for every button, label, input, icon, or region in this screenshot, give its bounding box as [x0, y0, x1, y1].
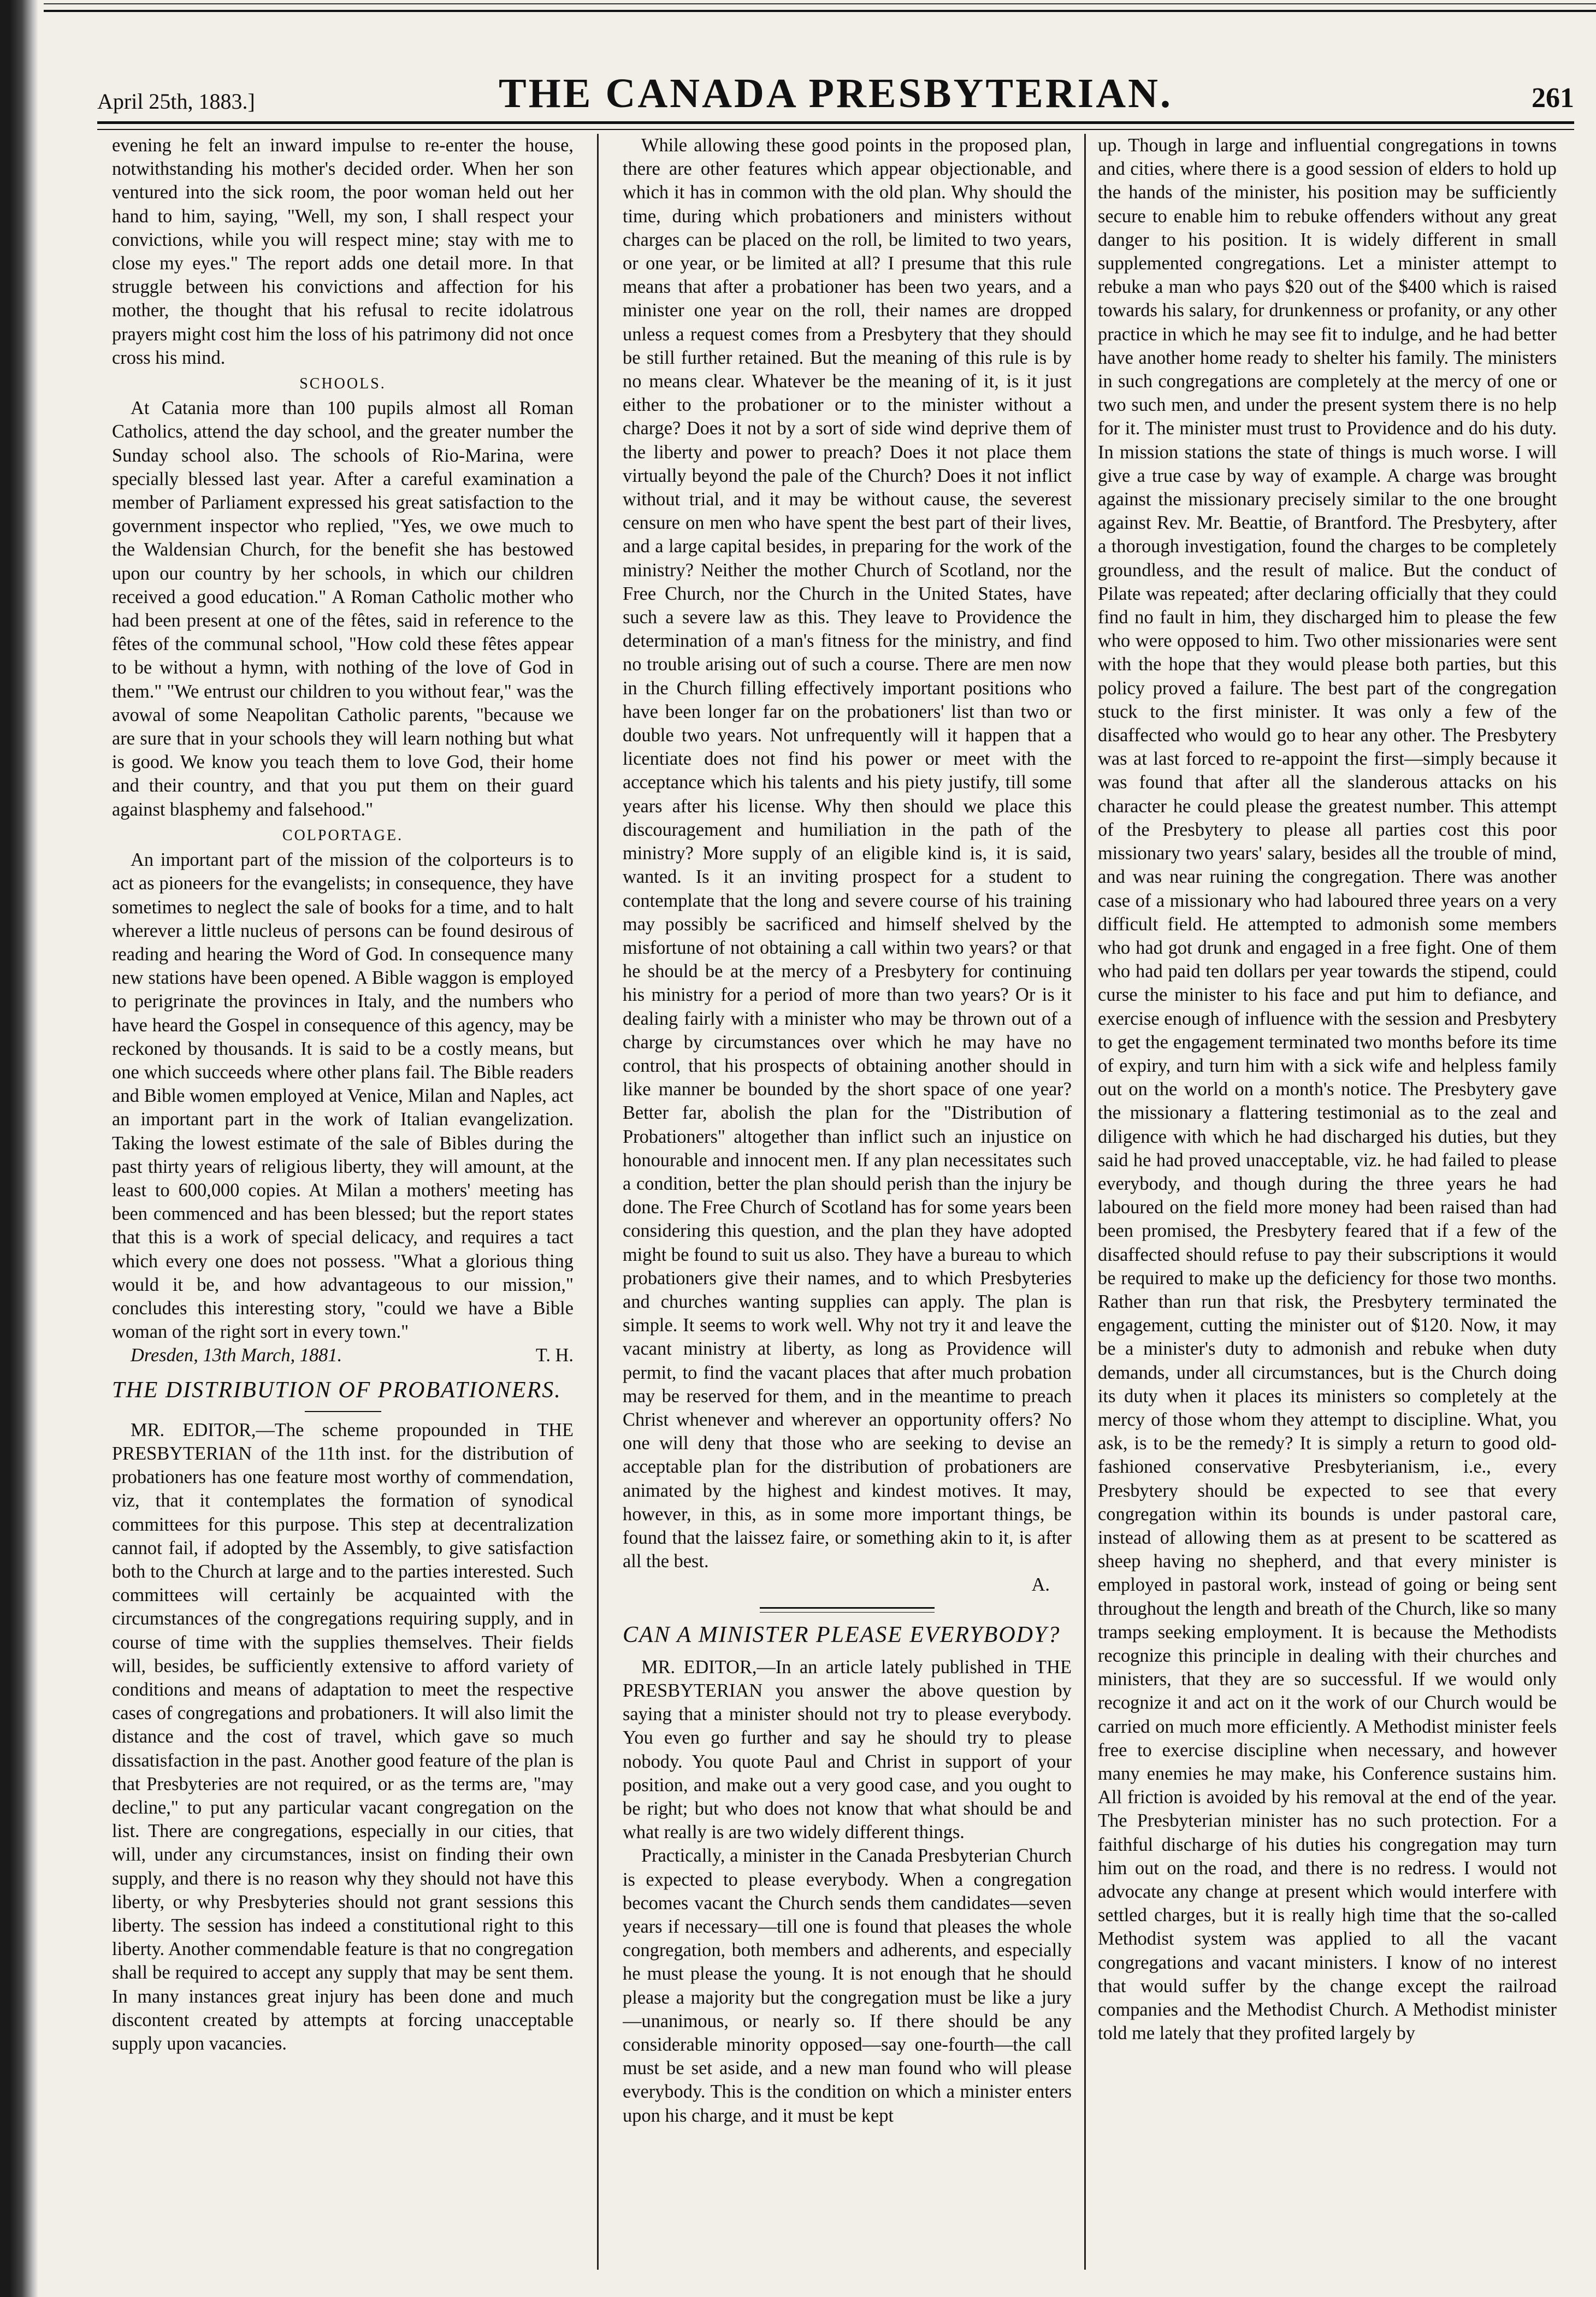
continued-paragraph: evening he felt an inward impulse to re-enter the house, notwithstanding his mother's decided order. When her son ventured into the sick room, the poor woman held out her hand to him, saying, "Well, my son, I shall respect your convictions, while you will respect mine; stay with me to close my eyes." The report adds one detail more. In that struggle between his convictions and affection for his mother, the thought that his refusal to recite idolatrous prayers might cost him the loss of his patrimony did not once cross his mind.	[112, 135, 574, 368]
please-everybody-paragraph-continued: up. Though in large and influential congregations in towns and cities, where there is a good session of elders to hold up the hands of the minister, his position may be sufficiently secure to enable him to rebuke offenders without any great danger to his position. It is widely different in small supplemented congregations. Let a minister attempt to rebuke a man who pays $20 out of the $400 which is raised towards his salary, for drunkenness or profanity, or any other practice in which he may see fit to indulge, and he had better have another home ready to shelter his family. The ministers in such congregations are completely at the mercy of one or two such men, and under the present system there is no help for it. The minister must trust to Providence and do his duty. In mission stations the state of things is much worse. I will give a true case by way of example. A charge was brought against the missionary precisely similar to the one brought against Rev. Mr. Beattie, of Brantford. The Presbytery, after a thorough investigation, found the charges to be completely groundless, and the result of malice. But the conduct of Pilate was repeated; after declaring officially that they could find no fault in him, they discharged him to please the few who were opposed to him. Two other missionaries were sent with the hope that they would please both parties, but this policy proved a failure. The best part of the congregation stuck to the first minister. It was only a few of the disaffected who would go to hear any other. The Presbytery was at last forced to re-appoint the first—simply because it was found that after all the slanderous attacks on his character he could please the greatest number. This attempt of the Presbytery to please all parties cost this poor missionary two years' salary, besides all the trouble of mind, and was near ruining the congregation. There was another case of a missionary who had laboured three years on a very difficult field. He attempted to admonish some members who had got drunk and engaged in a free fight. One of them who had paid ten dollars per year towards the stipend, could curse the minister to his face and put him to defiance, and exercise enough of influence with the session and Presbytery to get the engagement terminated two months before its time of expiry, and turn him with a sick wife and helpless family out on the world on a month's notice. The Presbytery gave the missionary a flattering testimonial as to the zeal and diligence with which he had discharged his duties, but they said he had proved unacceptable, viz. he had failed to please everybody, and though during the three years he had laboured on the field more money had been raised than had been promised, the Presbytery feared that if a few of the disaffected should refuse to pay their subscriptions it would be required to make up the deficiency for those two months. Rather than run that risk, the Presbytery terminated the engagement, cutting the minister out of $120. Now, it may be a minister's duty to admonish and rebuke when duty demands, under all circumstances, but is the Church doing its duty when it places its ministers so completely at the mercy of those whom they attempt to discipline. What, you ask, is to be the remedy? It is simply a return to good old-fashioned conservative Presbyterianism, i.e., every Presbytery should be expected to see that every congregation within its bounds is under pastoral care, instead of allowing them as at present to be scattered as sheep having no shepherd, and that every minister is employed in pastoral work, instead of going or being sent throughout the length and breath of the Church, like so many tramps seeking employment. It is because the Methodists recognize this principle in dealing with their churches and ministers, that they are so successful. If we would only recognize it and act on it the work of our Church would be carried on much more efficiently. A Methodist minister feels free to exercise discipline when necessary, and however many enemies he may make, his Conference sustains him. All friction is avoided by his removal at the end of the year. The Presbyterian minister has no such protection. For a faithful discharge of his duties his congregation may turn him out on the road, and there is no redress. I would not advocate any change at present which would interfere with settled charges, but it is really high time that the so-called Methodist system was applied to all the vacant congregations and vacant ministers. I know of no interest that would suffer by the change except the railroad companies and the Methodist Church. A Methodist minister told me lately that they profited largely by	[1098, 135, 1557, 2044]
column-divider-1	[597, 134, 599, 2270]
signature-date: Dresden, 13th March, 1881.	[131, 1345, 342, 1366]
page-number: 261	[1532, 82, 1574, 114]
please-everybody-paragraph-1: MR. EDITOR,—In an article lately published in THE PRESBYTERIAN you answer the above question by saying that a minister should not try to please everybody. You even go further and say he should try to please nobody. You quote Paul and Christ in support of your position, and make out a very good case, and you ought to be right; but who does not know that what should be and what really is are two widely different things.	[623, 1656, 1072, 1843]
column-1	[112, 134, 574, 2281]
page-binding-edge	[0, 0, 38, 2297]
please-everybody-paragraph-2: Practically, a minister in the Canada Presbyterian Church is expected to please everybody. When a congregation becomes vacant the Church sends them candidates—seven years if necessary—till one is found that pleases the whole congregation, both members and adherents, and especially he must please the young. It is not enough that he should please a majority but the congregation must be like a jury—unanimous, or nearly so. If there should be any considerable minority opposed—say one-fourth—the call must be set aside, and a new man found who will please everybody. This is the condition on which a minister enters upon his charge, and it must be kept	[623, 1845, 1072, 2126]
masthead-title: THE CANADA PRESBYTERIAN.	[498, 70, 1173, 116]
schools-paragraph: At Catania more than 100 pupils almost all Roman Catholics, attend the day school, and the greater number the Sunday school also. The schools of Rio-Marina, were specially blessed last year. After a careful examination a member of Parliament expressed his great satisfaction to the government inspector who replied, "Yes, we owe much to the Waldensian Church, for the benefit she has bestowed upon our country by her schools, in which our children received a good education." A Roman Catholic mother who had been present at one of the fêtes, said in reference to the fêtes of the communal school, "How cold these fêtes appear to be without a hymn, with nothing of the love of God in them." "We entrust our children to you without fear," was the avowal of some Neapolitan Catholic parents, "because we are sure that in your schools they will learn nothing but what is good. We know you teach them to love God, their home and their country, and that you put them on their guard against blasphemy and falsehood."	[112, 398, 574, 820]
article-divider	[760, 1607, 935, 1613]
column-divider-2	[1084, 134, 1086, 2270]
signature-initials: T. H.	[535, 1345, 574, 1366]
top-border	[44, 3, 1596, 12]
letter-signature	[112, 1344, 574, 1367]
page-header	[97, 70, 1574, 119]
probationers-paragraph-continued: While allowing these good points in the proposed plan, there are other features which appear objectionable, and which it has in common with the old plan. Why should the time, during which probationers and ministers without charges can be placed on the roll, be limited to two years, or one year, or be limited at all? I presume that this rule means that after a probationer has been two years, and a minister one year on the roll, their names are dropped unless a request comes from a Presbytery that they should be still further retained. But the meaning of this rule is by no means clear. Whatever be the meaning of it, is it just either to the probationer or to the minister without a charge? Does it not by a sort of side wind deprive them of the liberty and power to preach? Does it not place them virtually beyond the pale of the Church? Does it not inflict without trial, and it may be without cause, the severest censure on men who have spent the best part of their lives, and a large capital besides, in preparing for the work of the ministry? Neither the mother Church of Scotland, nor the Free Church, nor the Church in the United States, have such a severe law as this. They leave to Providence the determination of a man's fitness for the ministry, and find no trouble arising out of such a course. There are men now in the Church filling effectively important positions who have been longer far on the probationers' list than two or double two years. Not unfrequently will it happen that a licentiate does not find his power or meet with the acceptance which his talents and his piety justify, till some years after his license. Why then should we place this discouragement and humiliation in the path of the ministry? More supply of an eligible kind is, it is said, wanted. Is it an inviting prospect for a student to contemplate that the long and severe course of his training may possibly be sacrificed and himself shelved by the misfortune of not obtaining a call within two years? or that he should be at the mercy of a Presbytery for continuing his ministry for a period of more than two years? Or is it dealing fairly with a minister who may be thrown out of a charge by circumstances over which he may have no control, that his prospects of obtaining another should in like manner be bounded by the short space of one year? Better far, abolish the plan for the "Distribution of Probationers" altogether than inflict such an injustice on honourable and innocent men. If any plan necessitates such a condition, better the plan should perish than the injury be done. The Free Church of Scotland has for some years been considering this question, and the plan they have adopted might be found to suit us also. They have a bureau to which probationers give their names, and to which Presbyteries and churches wanting supplies can apply. The plan is simple. It seems to work well. Why not try it and leave the vacant ministry at liberty, as long as Providence will permit, to find the vacant places that after much probation may be reserved for them, and in the meantime to preach Christ whenever and wherever an opportunity offers? No one will deny that those who are seeking to devise an acceptable plan for the distribution of probationers are animated by the highest and kindest motives. It may, however, in this, as in some more important things, be found that the laissez faire, or something akin to it, is after all the best.	[623, 135, 1072, 1572]
column-2	[623, 134, 1072, 2281]
section-heading-colportage: COLPORTAGE.	[282, 826, 404, 844]
colportage-paragraph: An important part of the mission of the colporteurs is to act as pioneers for the evangelists; in consequence, they have sometimes to neglect the sale of books for a time, and to halt wherever a little nucleus of persons can be found desirous of reading and hearing the Word of God. In consequence many new stations have been opened. A Bible waggon is employed to perigrinate the provinces in Italy, and the numbers who have heard the Gospel in consequence of this agency, may be reckoned by thousands. It is said to be a costly means, but one which succeeds where other plans fail. The Bible readers and Bible women employed at Venice, Milan and Naples, act an important part in the work of Italian evangelization. Taking the lowest estimate of the sale of Bibles during the past thirty years of religious liberty, they will amount, at the least to 600,000 copies. At Milan a mothers' meeting has been commenced and has been blessed; but the report states that this is a work of special delicacy, and requires a tact which every one does not possess. "What a glorious thing would it be, and how advantageous to our mission," concludes this interesting story, "could we have a Bible woman of the right sort in every town."	[112, 849, 574, 1343]
column-3	[1098, 134, 1557, 2281]
signature-a: A.	[1031, 1574, 1050, 1596]
issue-date: April 25th, 1883.]	[97, 89, 255, 114]
title-underline	[305, 1411, 381, 1412]
header-rule-thin	[97, 129, 1574, 130]
probationers-paragraph: MR. EDITOR,—The scheme propounded in THE PRESBYTERIAN of the 11th inst. for the distribution of probationers has one feature most worthy of commendation, viz, that it contemplates the formation of synodical committees for this purpose. This step at decentralization cannot fail, if adopted by the Assembly, to give satisfaction both to the Church at large and to the parties interested. Such committees will certainly be acquainted with the circumstances of the congregations requiring supply, and in course of time with the supplies themselves. Their fields will, besides, be sufficiently extensive to afford variety of conditions and means of adaptation to meet the respective cases of congregations and probationers. It will also limit the distance and the cost of travel, which gave so much dissatisfaction in the past. Another good feature of the plan is that Presbyteries are not required, or as the terms are, "may decline," to put any particular vacant congregation on the list. There are congregations, especially in our cities, that will, under any circumstances, insist on finding their own supply, and there is no reason why they should not have this liberty, or why Presbyteries should not grant sessions this liberty. The session has indeed a constitutional right to this liberty. Another commendable feature is that no congregation shall be required to accept any supply that may be sent them. In many instances great injury has been done and much discontent created by attempts at forcing unacceptable supply upon vacancies.	[112, 1419, 574, 2054]
header-rule-thick	[97, 121, 1574, 124]
section-heading-schools: SCHOOLS.	[299, 375, 386, 393]
article-title-please-everybody: CAN A MINISTER PLEASE EVERYBODY?	[623, 1622, 1061, 1648]
article-title-probationers: THE DISTRIBUTION OF PROBATIONERS.	[112, 1377, 561, 1403]
